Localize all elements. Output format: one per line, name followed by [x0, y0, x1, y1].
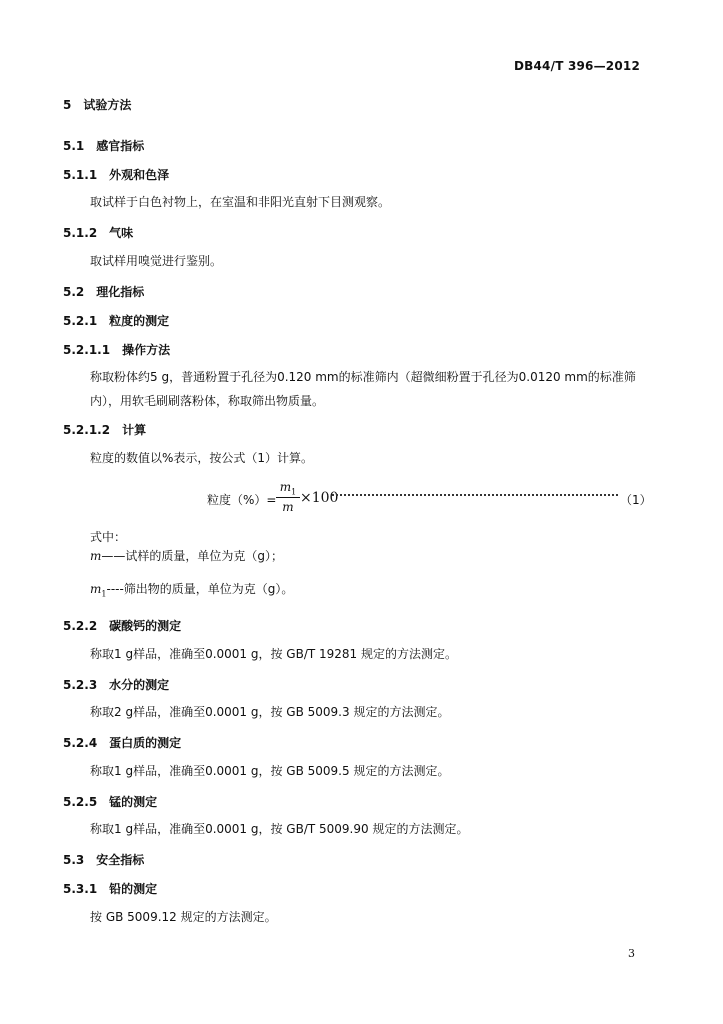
section-5-heading [63, 96, 131, 113]
section-5-2-5-body: 称取1 g样品，准确至0.0001 g，按 GB/T 5009.90 规定的方法测定。 [90, 822, 469, 836]
section-5-2-1-2-body: 粒度的数值以%表示，按公式（1）计算。 [90, 451, 314, 465]
formula-lhs: 粒度（%）= [207, 493, 277, 507]
section-5-2-4-heading [63, 734, 181, 751]
section-title: 操作方法 [122, 343, 171, 357]
section-title: 外观和色泽 [109, 168, 170, 182]
section-title: 铅的测定 [109, 882, 158, 896]
section-number: 5.2.1 [63, 314, 98, 328]
section-title: 感官指标 [96, 139, 145, 153]
symbol-m1-description: ----筛出物的质量，单位为克（g）。 [106, 582, 294, 596]
formula-numerator: $m_1$ [279, 480, 297, 497]
section-5-2-heading [63, 283, 144, 300]
section-5-2-2-body: 称取1 g样品，准确至0.0001 g，按 GB/T 19281 规定的方法测定。 [90, 647, 458, 661]
section-5-3-1-heading [63, 880, 157, 897]
section-number: 5.2.1.1 [63, 343, 111, 357]
document-header-code: DB44/T 396—2012 [514, 59, 640, 73]
section-5-2-1-1-heading [63, 341, 170, 358]
section-5-1-2-heading [63, 224, 133, 241]
formula-denominator: m [282, 500, 294, 514]
section-number: 5.2.5 [63, 795, 98, 809]
section-title: 碳酸钙的测定 [109, 619, 182, 633]
section-5-1-2-body: 取试样用嗅觉进行鉴别。 [90, 254, 223, 268]
section-number: 5.2.4 [63, 736, 98, 750]
page-number: 3 [628, 947, 635, 960]
section-title: 试验方法 [83, 98, 132, 112]
section-5-2-5-heading [63, 793, 157, 810]
where-m1-line [90, 577, 650, 606]
symbol-m1: $m_1$ [90, 582, 107, 599]
formula-1 [0, 480, 723, 520]
section-5-2-1-2-heading [63, 421, 146, 438]
section-5-1-1-heading [63, 166, 169, 183]
formula-equation-number: （1） [620, 493, 652, 507]
section-number: 5.1.2 [63, 226, 98, 240]
section-number: 5.3.1 [63, 882, 98, 896]
section-number: 5.1 [63, 139, 85, 153]
where-label: 式中： [90, 530, 127, 544]
fraction-bar [276, 497, 300, 498]
section-5-1-heading [63, 137, 144, 154]
section-5-2-4-body: 称取1 g样品，准确至0.0001 g，按 GB 5009.5 规定的方法测定。 [90, 764, 450, 778]
section-title: 理化指标 [96, 285, 145, 299]
formula-leader-dots [332, 494, 618, 496]
formula-multiplier: ×100 [300, 490, 339, 506]
section-title: 蛋白质的测定 [109, 736, 182, 750]
section-title: 粒度的测定 [109, 314, 170, 328]
section-number: 5.3 [63, 853, 85, 867]
section-title: 计算 [122, 423, 147, 437]
section-title: 锰的测定 [109, 795, 158, 809]
section-5-3-1-body: 按 GB 5009.12 规定的方法测定。 [90, 910, 277, 924]
where-m-line [90, 544, 650, 568]
section-number: 5.2.3 [63, 678, 98, 692]
section-5-3-heading [63, 851, 144, 868]
section-5-1-1-body: 取试样于白色衬物上，在室温和非阳光直射下目测观察。 [90, 195, 391, 209]
section-number: 5.2.2 [63, 619, 98, 633]
section-title: 安全指标 [96, 853, 145, 867]
section-title: 水分的测定 [109, 678, 170, 692]
section-number: 5.2 [63, 285, 85, 299]
section-number: 5.2.1.2 [63, 423, 111, 437]
symbol-m: m [90, 549, 102, 563]
section-title: 气味 [109, 226, 134, 240]
section-5-2-1-heading [63, 312, 169, 329]
section-5-2-1-1-body: 称取粉体约5 g，普通粉置于孔径为0.120 mm的标准筛内（超微细粉置于孔径为0.0120 mm的标准筛内），用软毛刷刷落粉体，称取筛出物质量。 [90, 370, 636, 408]
section-number: 5.1.1 [63, 168, 98, 182]
formula-fraction [276, 480, 300, 514]
symbol-m-description: ——试样的质量，单位为克（g）； [101, 549, 284, 563]
section-5-2-3-heading [63, 676, 169, 693]
section-5-2-3-body: 称取2 g样品，准确至0.0001 g，按 GB 5009.3 规定的方法测定。 [90, 705, 450, 719]
section-5-2-2-heading [63, 617, 181, 634]
section-number: 5 [63, 98, 72, 112]
